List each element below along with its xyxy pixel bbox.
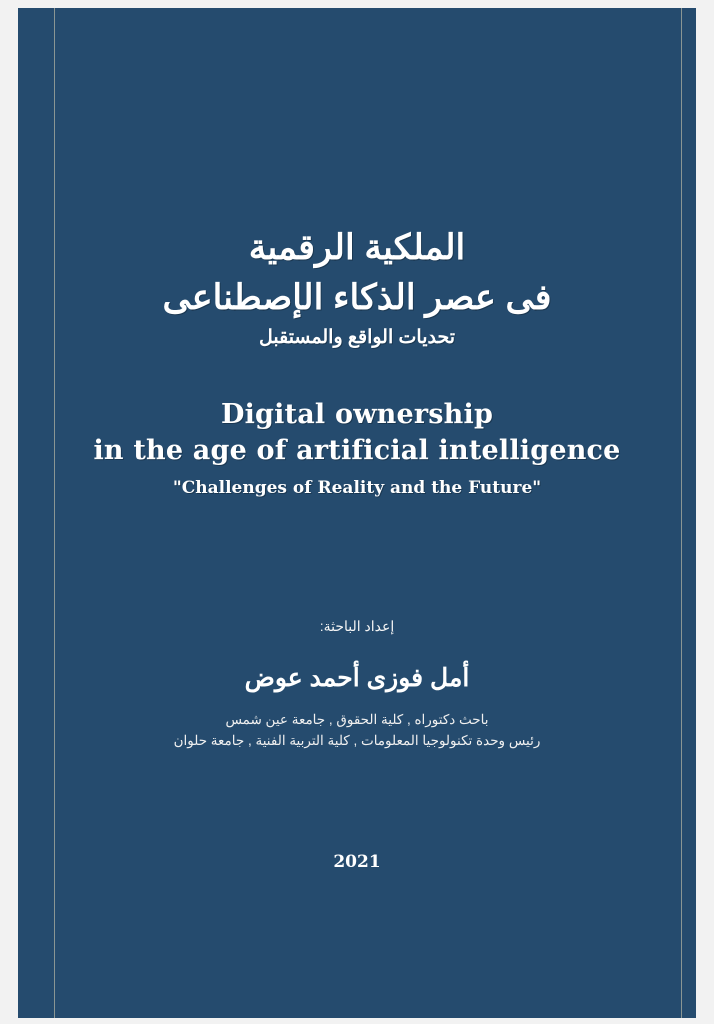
arabic-title-line-1: الملكية الرقمية (248, 228, 466, 267)
arabic-title-line-2: فى عصر الذكاء الإصطناعى (162, 277, 552, 317)
english-title-line-2: in the age of artificial intelligence (93, 435, 621, 466)
document-cover (18, 8, 696, 1018)
prepared-by-label: إعداد الباحثة: (319, 617, 395, 634)
affiliation-line-2: رئيس وحدة تكنولوجيا المعلومات , كلية التربية الفنية , جامعة حلوان (173, 733, 541, 749)
english-title (18, 397, 696, 468)
publication-year: 2021 (333, 851, 381, 872)
cover-content (18, 8, 696, 872)
arabic-subtitle: تحديات الواقع والمستقبل (258, 327, 456, 349)
author-affiliations (18, 709, 696, 752)
english-subtitle: "Challenges of Reality and the Future" (172, 477, 542, 498)
affiliation-line-1: باحث دكتوراه , كلية الحقوق , جامعة عين شمس (225, 711, 489, 727)
arabic-title (18, 223, 696, 322)
author-name: أمل فوزى أحمد عوض (244, 663, 470, 692)
english-title-line-1: Digital ownership (220, 399, 494, 431)
